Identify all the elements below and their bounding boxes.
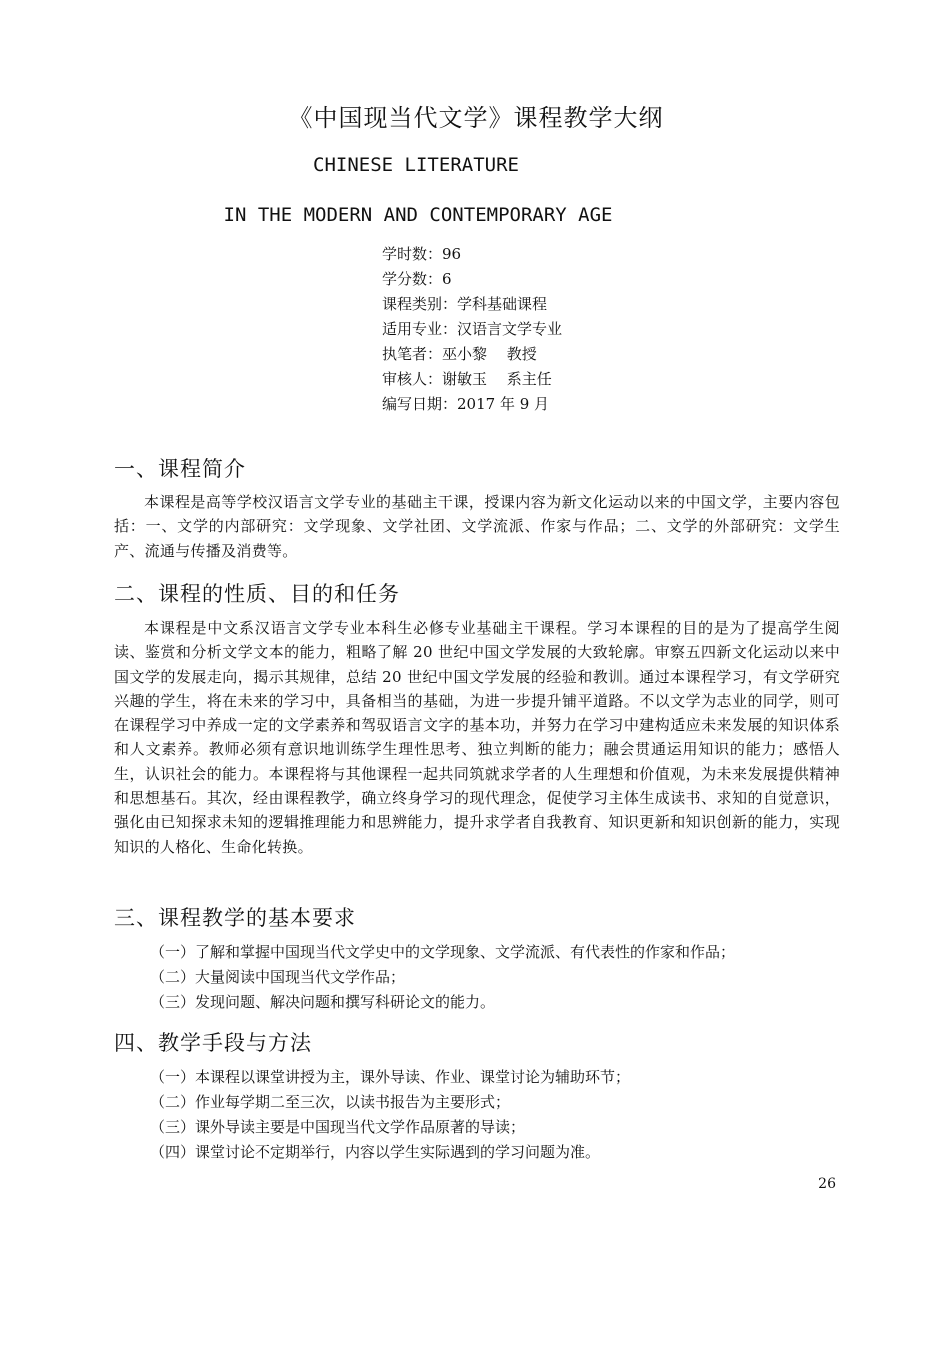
list-item: （四）课堂讨论不定期举行，内容以学生实际遇到的学习问题为准。 [150,1143,601,1161]
list-item: （三）发现问题、解决问题和撰写科研论文的能力。 [150,993,496,1011]
meta-credits: 学分数：6 [382,270,452,288]
meta-major: 适用专业：汉语言文学专业 [382,320,563,338]
english-title-line-2: IN THE MODERN AND CONTEMPORARY AGE [223,204,613,226]
meta-author: 执笔者：巫小黎 教授 [382,345,537,363]
section-heading-nature: 二、课程的性质、目的和任务 [114,582,400,606]
methods-list [150,1065,630,1165]
section-heading-methods: 四、教学手段与方法 [114,1031,312,1055]
page-number: 26 [818,1176,836,1192]
list-item: （二）作业每学期二至三次，以读书报告为主要形式； [150,1093,511,1111]
meta-date: 编写日期：2017 年 9 月 [382,395,550,413]
meta-reviewer: 审核人：谢敏玉 系主任 [382,370,552,388]
list-item: （二）大量阅读中国现当代文学作品； [150,968,406,986]
list-item: （三）课外导读主要是中国现当代文学作品原著的导读； [150,1118,526,1136]
list-item: （一）了解和掌握中国现当代文学史中的文学现象、文学流派、有代表性的作家和作品； [150,943,736,961]
list-item: （一）本课程以课堂讲授为主，课外导读、作业、课堂讨论为辅助环节； [150,1068,631,1086]
section-heading-requirements: 三、课程教学的基本要求 [114,906,356,930]
course-metadata [382,242,562,417]
section-heading-intro: 一、课程简介 [114,457,246,481]
meta-category: 课程类别：学科基础课程 [382,295,548,313]
requirements-list [150,940,735,1015]
meta-hours: 学时数：96 [382,245,462,263]
document-title: 《中国现当代文学》课程教学大纲 [288,104,664,132]
section-paragraph-intro: 本课程是高等学校汉语言文学专业的基础主干课，授课内容为新文化运动以来的中国文学，主要内容包括：一、文学的内部研究：文学现象、文学社团、文学流派、作家与作品；二、文学的外部研究：文学生产、流通与传播及消费等。 [114,493,840,560]
section-paragraph-nature: 本课程是中文系汉语言文学专业本科生必修专业基础主干课程。学习本课程的目的是为了提高学生阅读、鉴赏和分析文学文本的能力，粗略了解 20 世纪中国文学发展的大致轮廓。审察五四新文化运动以来中国文学的发展走向，揭示其规律，总结 20 世纪中国文学发展的经验和教训。通过本课程学习，有文学研究兴趣的学生，将在未来的学习中，具备相当的基础，为进一步提升铺平道路。不以文学为志业的同学，则可在课程学习中养成一定的文学素养和驾驭语言文字的基本功，并努力在学习中建构适应未来发展的知识体系和人文素养。教师必须有意识地训练学生理性思考、独立判断的能力；融会贯通运用知识的能力；感悟人生，认识社会的能力。本课程将与其他课程一起共同筑就求学者的人生理想和价值观，为未来发展提供精神和思想基石。其次，经由课程教学，确立终身学习的现代理念，促使学习主体生成读书、求知的自觉意识，强化由已知探求未知的逻辑推理能力和思辨能力，提升求学者自我教育、知识更新和知识创新的能力，实现知识的人格化、生命化转换。 [114,619,840,856]
english-title-line-1: CHINESE LITERATURE [313,154,519,176]
